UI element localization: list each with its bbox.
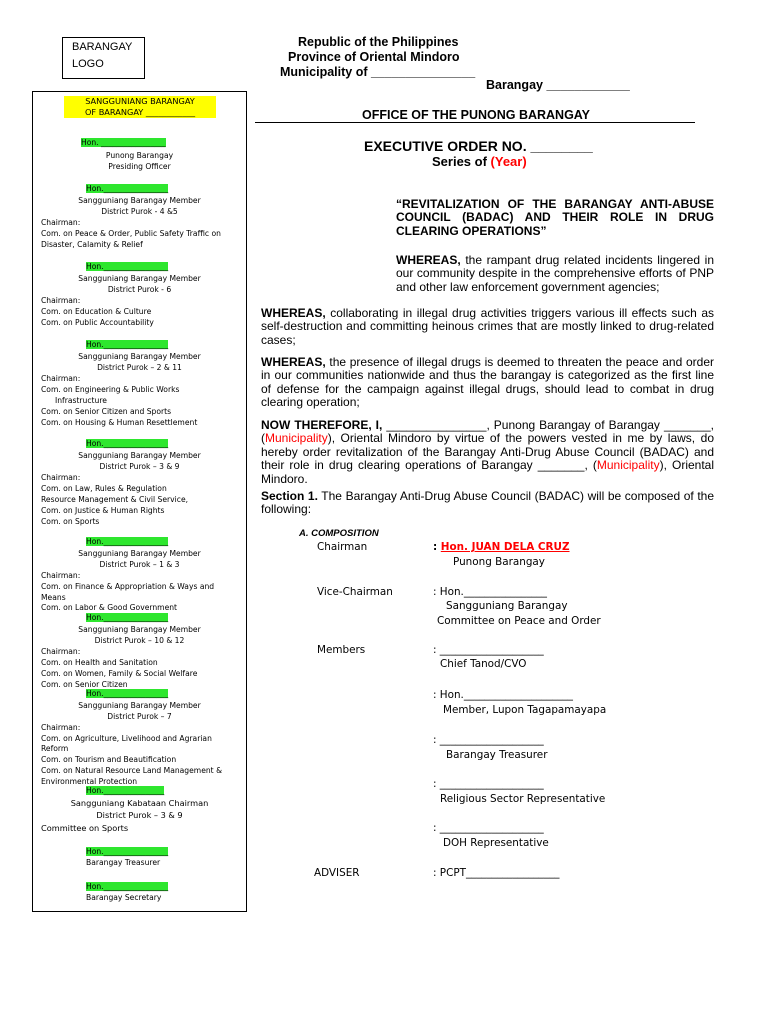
republic-heading: Republic of the Philippines	[298, 35, 459, 49]
chairman-title: Punong Barangay	[453, 556, 545, 568]
member6-hon-line: Hon._________________	[86, 613, 169, 622]
member1-chairman: Chairman:	[41, 218, 81, 227]
member4-hon-line: Hon._________________	[86, 439, 169, 448]
sangguniang-sidebar	[32, 91, 247, 912]
member1-purok: District Purok - 4 &5	[101, 207, 178, 216]
member3-title: Sangguniang Barangay Member	[78, 352, 201, 361]
member5-title: Sangguniang Barangay Member	[78, 549, 201, 558]
member6-chairman: Chairman:	[41, 647, 81, 656]
member4-committee-3: Com. on Justice & Human Rights	[41, 506, 165, 515]
order-title: “REVITALIZATION OF THE BARANGAY ANTI-ABUSE COUNCIL (BADAC) AND THEIR ROLE IN DRUG CLEARING OPERATIONS”	[396, 197, 714, 238]
vice-chairman-title-2: Committee on Peace and Order	[437, 615, 601, 627]
member6-committee-2: Com. on Women, Family & Social Welfare	[41, 669, 198, 678]
whereas-paragraph-3	[261, 356, 714, 410]
whereas-3-text: the presence of illegal drugs is deemed to threaten the peace and order in our communities nationwide and thus the barangay is categorized as the first line of defense for the campaign against illegal drugs, should lead to combat in drug clearing operation;	[261, 355, 714, 410]
whereas-paragraph-1	[396, 254, 714, 294]
sk-hon-line: Hon.________________	[86, 786, 165, 795]
sk-purok: District Purok – 3 & 9	[96, 810, 183, 820]
series-line	[432, 154, 527, 169]
member7-title: Sangguniang Barangay Member	[78, 701, 201, 710]
member7-committee-3: Com. on Tourism and Beautification	[41, 755, 177, 764]
member2-title: Sangguniang Barangay Member	[78, 274, 201, 283]
executive-order-title: EXECUTIVE ORDER NO. ________	[364, 138, 593, 154]
member2-hon-line: Hon._________________	[86, 262, 169, 271]
member1-committee-1: Com. on Peace & Order, Public Safety Traffic on	[41, 229, 221, 238]
member4-committee-2: Resource Management & Civil Service,	[41, 495, 189, 504]
whereas-2-text: collaborating in illegal drug activities triggers various ill effects such as self-destruction and committing heinous crimes that are mostly linked to drug-related cases;	[261, 306, 714, 347]
barangay-logo-placeholder	[62, 37, 145, 79]
sk-committee: Committee on Sports	[41, 823, 129, 833]
member4-committee-4: Com. on Sports	[41, 517, 100, 526]
member5-committee-1: Com. on Finance & Appropriation & Ways and	[41, 582, 215, 591]
member3-committee-1: Com. on Engineering & Public Works	[41, 385, 180, 394]
member-4-title: Religious Sector Representative	[440, 793, 606, 805]
composition-heading: A. COMPOSITION	[299, 528, 379, 539]
member-1-line: : ____________________	[433, 644, 544, 656]
province-heading: Province of Oriental Mindoro	[288, 50, 460, 64]
sidebar-title-line-2: OF BARANGAY ____________	[64, 107, 216, 118]
secretary-hon-line: Hon._________________	[86, 882, 169, 891]
member3-purok: District Purok – 2 & 11	[97, 363, 182, 372]
member-5-title: DOH Representative	[443, 837, 549, 849]
member7-committee-4: Com. on Natural Resource Land Management &	[41, 766, 222, 775]
member-5-line: : ____________________	[433, 822, 544, 834]
logo-line-1: BARANGAY	[72, 41, 133, 53]
member1-committee-2: Disaster, Calamity & Relief	[41, 240, 143, 249]
member1-title: Sangguniang Barangay Member	[78, 196, 201, 205]
vice-chairman-title-1: Sangguniang Barangay	[446, 600, 568, 612]
member2-committee-1: Com. on Education & Culture	[41, 307, 152, 316]
chairman-label: Chairman	[317, 541, 368, 553]
now-therefore-paragraph: NOW THEREFORE, I, _______________, Punong Barangay of Barangay _______, (Municipality), Oriental Mindoro by virtue of the powers vested in me by laws, do hereby order revitalization of the Barangay Anti-Drug Abuse Council (BADAC) and their role in drug clearing operations of Barangay _______, (Municipality), Oriental Mindoro.	[261, 418, 715, 486]
member-4-line: : ____________________	[433, 778, 544, 790]
vice-chairman-label: Vice-Chairman	[317, 586, 393, 598]
presiding-title: Presiding Officer	[108, 162, 171, 171]
member2-purok: District Purok - 6	[107, 285, 172, 294]
adviser-label: ADVISER	[314, 867, 360, 879]
members-label: Members	[317, 644, 366, 656]
whereas-label: WHEREAS,	[261, 355, 326, 369]
office-heading: OFFICE OF THE PUNONG BARANGAY	[362, 108, 591, 122]
member-2-title: Member, Lupon Tagapamayapa	[443, 704, 607, 716]
series-year: (Year)	[490, 154, 527, 169]
member6-committee-3: Com. on Senior Citizen	[41, 680, 128, 689]
treasurer-title: Barangay Treasurer	[86, 858, 161, 867]
member7-committee-5: Environmental Protection	[41, 777, 138, 786]
section-1-label: Section 1.	[261, 489, 318, 503]
member7-hon-line: Hon._________________	[86, 689, 169, 698]
member-3-title: Barangay Treasurer	[446, 749, 548, 761]
header-rule	[255, 122, 695, 123]
member4-purok: District Purok – 3 & 9	[99, 462, 180, 471]
member1-hon-line: Hon._________________	[86, 184, 169, 193]
chairman-line: : Hon. JUAN DELA CRUZ	[433, 541, 570, 553]
member3-hon-line: Hon._________________	[86, 340, 169, 349]
vice-chairman-line: : Hon.________________	[433, 586, 547, 598]
member3-committee-3: Com. on Senior Citizen and Sports	[41, 407, 172, 416]
section-1-paragraph	[261, 490, 714, 517]
logo-line-2: LOGO	[72, 58, 104, 70]
member-1-title: Chief Tanod/CVO	[440, 658, 527, 670]
treasurer-hon-line: Hon._________________	[86, 847, 169, 856]
sk-chairman-title: Sangguniang Kabataan Chairman	[70, 798, 209, 808]
member2-chairman: Chairman:	[41, 296, 81, 305]
sidebar-title-line-1: SANGGUNIANG BARANGAY	[64, 96, 216, 107]
barangay-heading: Barangay ____________	[486, 78, 630, 92]
whereas-paragraph-2	[261, 307, 714, 347]
secretary-title: Barangay Secretary	[86, 893, 162, 902]
member7-purok: District Purok – 7	[107, 712, 172, 721]
now-therefore-label: NOW THEREFORE, I,	[261, 418, 383, 432]
whereas-label: WHEREAS,	[396, 253, 461, 267]
member5-committee-3: Com. on Labor & Good Government	[41, 603, 178, 612]
whereas-1-text: the rampant drug related incidents lingered in our community despite in the comprehensive efforts of PNP and other law enforcement government agencies;	[396, 253, 714, 294]
member5-purok: District Purok – 1 & 3	[99, 560, 180, 569]
sidebar-title	[64, 96, 216, 118]
member6-purok: District Purok – 10 & 12	[94, 636, 185, 645]
adviser-line: : PCPT__________________	[433, 867, 560, 879]
series-label: Series of	[432, 154, 491, 169]
member5-chairman: Chairman:	[41, 571, 81, 580]
whereas-label: WHEREAS,	[261, 306, 326, 320]
member2-committee-2: Com. on Public Accountability	[41, 318, 154, 327]
member5-hon-line: Hon._________________	[86, 537, 169, 546]
punong-title: Punong Barangay	[105, 151, 174, 160]
member4-title: Sangguniang Barangay Member	[78, 451, 201, 460]
municipality-heading: Municipality of _______________	[280, 65, 476, 79]
member3-committee-4: Com. on Housing & Human Resettlement	[41, 418, 198, 427]
member-3-line: : ____________________	[433, 734, 544, 746]
member6-title: Sangguniang Barangay Member	[78, 625, 201, 634]
member4-committee-1: Com. on Law, Rules & Regulation	[41, 484, 167, 493]
member7-committee-1: Com. on Agriculture, Livelihood and Agrarian	[41, 734, 212, 743]
member3-chairman: Chairman:	[41, 374, 81, 383]
municipality-placeholder: Municipality	[596, 458, 660, 473]
member7-committee-2: Reform	[41, 744, 69, 753]
section-1-text: The Barangay Anti-Drug Abuse Council (BADAC) will be composed of the following:	[261, 489, 714, 517]
member7-chairman: Chairman:	[41, 723, 81, 732]
chairman-name: Hon. JUAN DELA CRUZ	[440, 541, 570, 553]
member-2-line: : Hon._____________________	[433, 689, 573, 701]
member3-committee-2: Infrastructure	[55, 396, 107, 405]
member5-committee-2: Means	[41, 593, 66, 602]
member4-chairman: Chairman:	[41, 473, 81, 482]
member6-committee-1: Com. on Health and Sanitation	[41, 658, 158, 667]
municipality-placeholder: Municipality	[265, 431, 328, 446]
punong-hon-line: Hon. _________________	[81, 138, 166, 147]
